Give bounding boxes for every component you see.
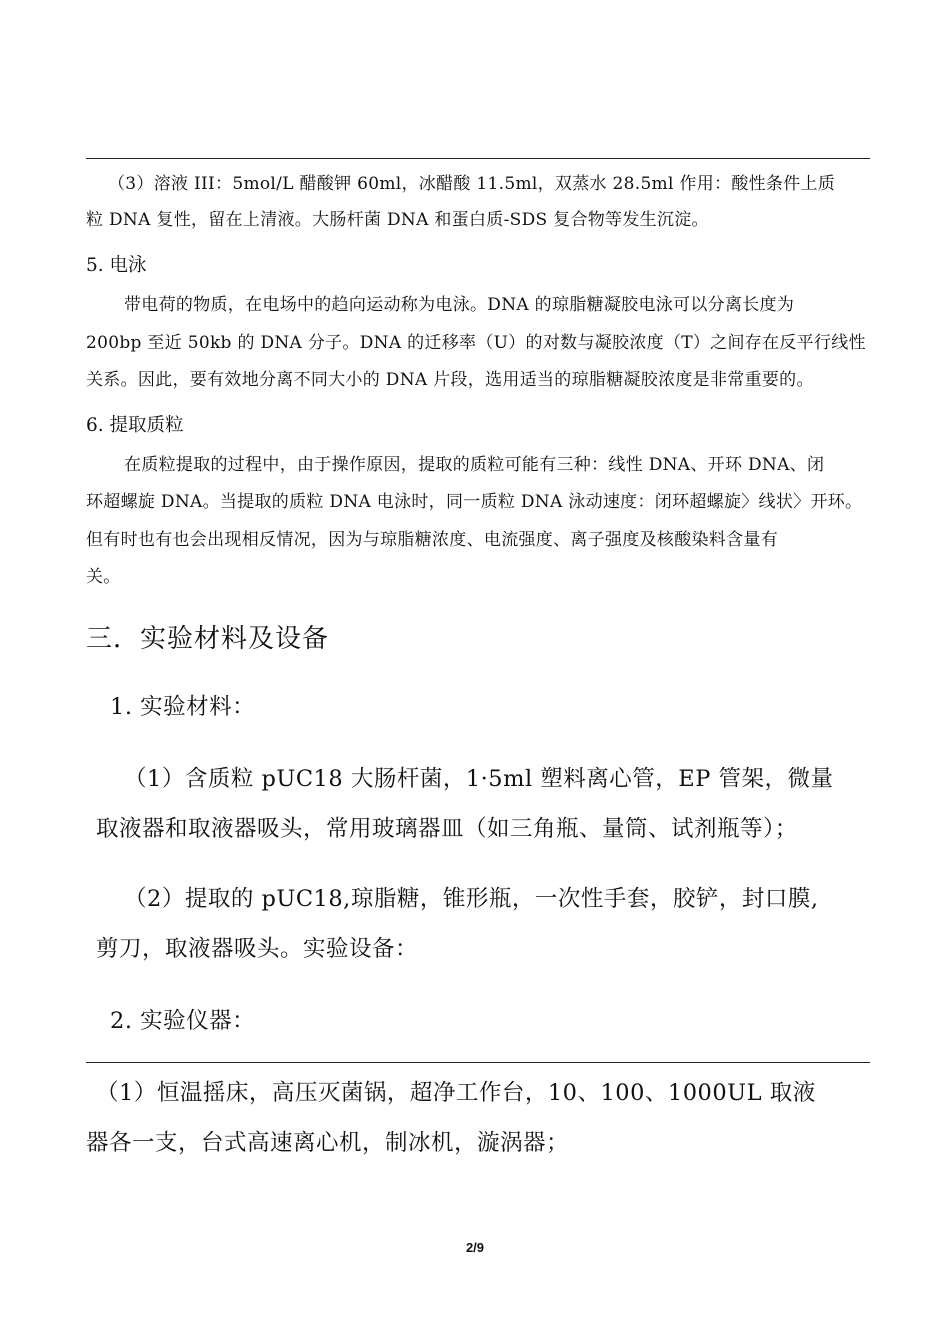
plasmid-extraction-line1: 在质粒提取的过程中，由于操作原因，提取的质粒可能有三种：线性 DNA、开环 DNA、闭 xyxy=(124,455,825,475)
instruments-item1-line1: （1）恒温摇床，高压灭菌锅，超净工作台，10、100、1000UL 取液 xyxy=(96,1080,816,1106)
materials-item1-line1: （1）含质粒 pUC18 大肠杆菌，1·5ml 塑料离心管，EP 管架，微量 xyxy=(124,766,834,792)
solution3-line2: 粒 DNA 复性，留在上清液。大肠杆菌 DNA 和蛋白质-SDS 复合物等发生沉淀。 xyxy=(86,210,709,230)
section-rule xyxy=(86,1062,870,1063)
electrophoresis-line3: 关系。因此，要有效地分离不同大小的 DNA 片段，选用适当的琼脂糖凝胶浓度是非常重要的。 xyxy=(86,370,814,390)
materials-item2-line1: （2）提取的 pUC18,琼脂糖，锥形瓶，一次性手套，胶铲，封口膜, xyxy=(124,886,819,912)
solution3-line1: （3）溶液 III：5mol/L 醋酸钾 60ml，冰醋酸 11.5ml，双蒸水 28.5ml 作用：酸性条件上质 xyxy=(108,174,836,194)
plasmid-extraction-line2: 环超螺旋 DNA。当提取的质粒 DNA 电泳时，同一质粒 DNA 泳动速度：闭环超螺旋〉线状〉开环。 xyxy=(86,492,863,512)
materials-subheading: 1. 实验材料： xyxy=(110,694,256,720)
section3-heading: 三．实验材料及设备 xyxy=(86,624,330,654)
section5-title: 5. 电泳 xyxy=(86,255,147,276)
page-number: 2/9 xyxy=(465,1240,485,1255)
section6-title: 6. 提取质粒 xyxy=(86,415,184,436)
materials-item1-line2: 取液器和取液器吸头，常用玻璃器皿（如三角瓶、量筒、试剂瓶等）； xyxy=(96,816,798,842)
plasmid-extraction-line3: 但有时也有也会出现相反情况，因为与琼脂糖浓度、电流强度、离子强度及核酸染料含量有 xyxy=(86,530,778,550)
materials-item2-line2: 剪刀，取液器吸头。实验设备： xyxy=(96,936,419,962)
plasmid-extraction-line4: 关。 xyxy=(86,567,121,587)
instruments-subheading: 2. 实验仪器： xyxy=(110,1008,256,1034)
instruments-item1-line2: 器各一支，台式高速离心机，制冰机，漩涡器； xyxy=(86,1130,570,1156)
header-rule xyxy=(86,158,870,159)
electrophoresis-line1: 带电荷的物质，在电场中的趋向运动称为电泳。DNA 的琼脂糖凝胶电泳可以分离长度为 xyxy=(124,295,795,315)
electrophoresis-line2: 200bp 至近 50kb 的 DNA 分子。DNA 的迁移率（U）的对数与凝胶浓度（T）之间存在反平行线性 xyxy=(86,333,866,353)
